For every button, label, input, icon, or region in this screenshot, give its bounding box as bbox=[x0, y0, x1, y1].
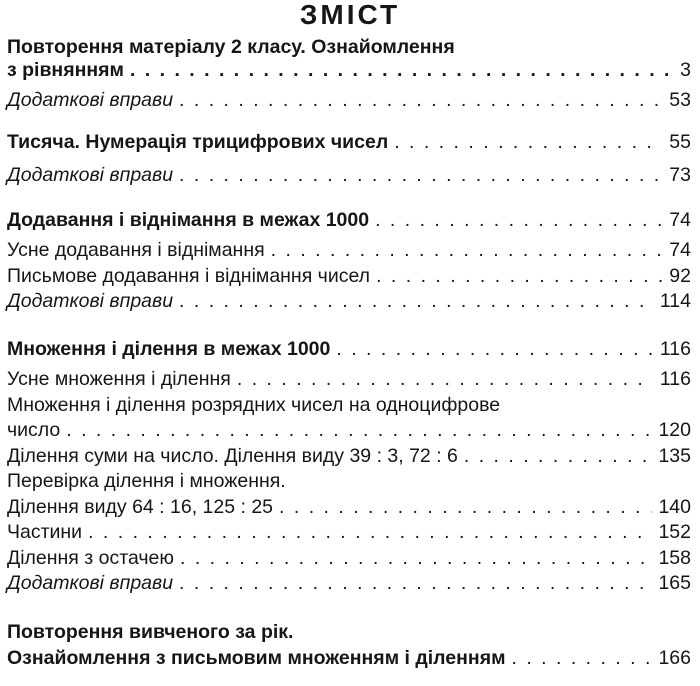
leader-dots bbox=[375, 208, 663, 233]
page-number: 152 bbox=[658, 521, 691, 543]
leader-dots bbox=[271, 238, 664, 263]
leader-dots bbox=[394, 130, 663, 155]
leader-dots bbox=[179, 88, 663, 113]
page-number: 73 bbox=[669, 164, 691, 186]
toc-entry-section-4-sub-2-line1 bbox=[7, 393, 691, 418]
page-number: 120 bbox=[658, 419, 691, 441]
toc-subsection-title: Усне додавання і віднімання bbox=[7, 239, 265, 261]
page-number: 3 bbox=[680, 59, 691, 81]
toc-entry-section-3-sub-2[interactable] bbox=[7, 264, 691, 289]
page-number: 165 bbox=[658, 572, 691, 594]
toc-extra-exercises-label: Додаткові вправи bbox=[7, 572, 174, 594]
page-number: 116 bbox=[659, 338, 691, 360]
toc-subsection-title: Частини bbox=[7, 521, 83, 543]
toc-section-1-heading bbox=[7, 35, 691, 60]
toc-entry-section-4-sub-2[interactable] bbox=[7, 418, 691, 443]
leader-dots bbox=[279, 495, 652, 520]
toc-entry-section-4-sub-5[interactable] bbox=[7, 520, 691, 545]
page-number: 140 bbox=[658, 496, 691, 518]
leader-dots bbox=[512, 646, 653, 671]
toc-entry-section-4-sub-4[interactable] bbox=[7, 495, 691, 520]
toc-subsection-title: Письмове додавання і віднімання чисел bbox=[7, 265, 371, 287]
page-number: 55 bbox=[669, 131, 691, 153]
toc-entry-section-4-sub-1[interactable] bbox=[7, 367, 691, 392]
page-number: 114 bbox=[659, 290, 691, 312]
toc-entry-section-1[interactable] bbox=[7, 58, 691, 83]
leader-dots bbox=[237, 367, 654, 392]
toc-section-2-title: Тисяча. Нумерація трицифрових чисел bbox=[7, 131, 389, 153]
toc-section-5-title-line2: Ознайомлення з письмовим множенням і діленням bbox=[7, 647, 506, 669]
toc-subsection-title-line2: Ділення виду 64 : 16, 125 : 25 bbox=[7, 496, 274, 518]
toc-entry-section-3-extra[interactable] bbox=[7, 289, 691, 314]
leader-dots bbox=[464, 444, 653, 469]
toc-entry-section-5[interactable] bbox=[7, 646, 691, 671]
leader-dots bbox=[336, 337, 654, 362]
leader-dots bbox=[179, 163, 663, 188]
page-number: 74 bbox=[669, 209, 691, 231]
toc-entry-section-4[interactable] bbox=[7, 337, 691, 362]
toc-entry-section-1-extra[interactable] bbox=[7, 88, 691, 113]
toc-extra-exercises-label: Додаткові вправи bbox=[7, 164, 174, 186]
page-number: 74 bbox=[669, 239, 691, 261]
toc-entry-section-4-sub-4-line1 bbox=[7, 469, 691, 494]
page-number: 53 bbox=[669, 89, 691, 111]
page-number: 116 bbox=[659, 368, 691, 390]
toc-subsection-title-line1: Множення і ділення розрядних чисел на одноцифрове bbox=[7, 394, 501, 416]
leader-dots bbox=[179, 571, 652, 596]
toc-subsection-title: Ділення з остачею bbox=[7, 547, 174, 569]
toc-section-1-title-line2: з рівнянням bbox=[7, 59, 124, 81]
toc-entry-section-4-extra[interactable] bbox=[7, 571, 691, 596]
toc-subsection-title-line2: число bbox=[7, 419, 61, 441]
toc-section-5-title-line1: Повторення вивченого за рік. bbox=[7, 621, 294, 643]
toc-extra-exercises-label: Додаткові вправи bbox=[7, 89, 174, 111]
page-number: 158 bbox=[658, 547, 691, 569]
leader-dots bbox=[179, 289, 654, 314]
page-number: 166 bbox=[658, 647, 691, 669]
toc-entry-section-4-sub-6[interactable] bbox=[7, 546, 691, 571]
toc-section-3-title: Додавання і віднімання в межах 1000 bbox=[7, 209, 370, 231]
page-number: 92 bbox=[669, 265, 691, 287]
toc-entry-section-4-sub-3[interactable] bbox=[7, 444, 691, 469]
toc-subsection-title: Усне множення і ділення bbox=[7, 368, 231, 390]
leader-dots bbox=[66, 418, 652, 443]
page-number: 135 bbox=[658, 445, 691, 467]
toc-section-5-heading bbox=[7, 620, 691, 645]
toc-entry-section-2-extra[interactable] bbox=[7, 163, 691, 188]
toc-subsection-title: Ділення суми на число. Ділення виду 39 : 3, 72 : 6 bbox=[7, 445, 458, 467]
toc-entry-section-3[interactable] bbox=[7, 208, 691, 233]
toc-entry-section-3-sub-1[interactable] bbox=[7, 238, 691, 263]
toc-section-1-title-line1: Повторення матеріалу 2 класу. Ознайомлення bbox=[7, 36, 455, 58]
toc-extra-exercises-label: Додаткові вправи bbox=[7, 290, 174, 312]
toc-entry-section-2[interactable] bbox=[7, 130, 691, 155]
leader-dots bbox=[88, 520, 652, 545]
leader-dots bbox=[180, 546, 652, 571]
page-title: ЗМІСТ bbox=[299, 0, 401, 30]
toc-subsection-title-line1: Перевірка ділення і множення. bbox=[7, 470, 286, 492]
leader-dots bbox=[130, 58, 674, 83]
toc-section-4-title: Множення і ділення в межах 1000 bbox=[7, 338, 331, 360]
leader-dots bbox=[376, 264, 663, 289]
